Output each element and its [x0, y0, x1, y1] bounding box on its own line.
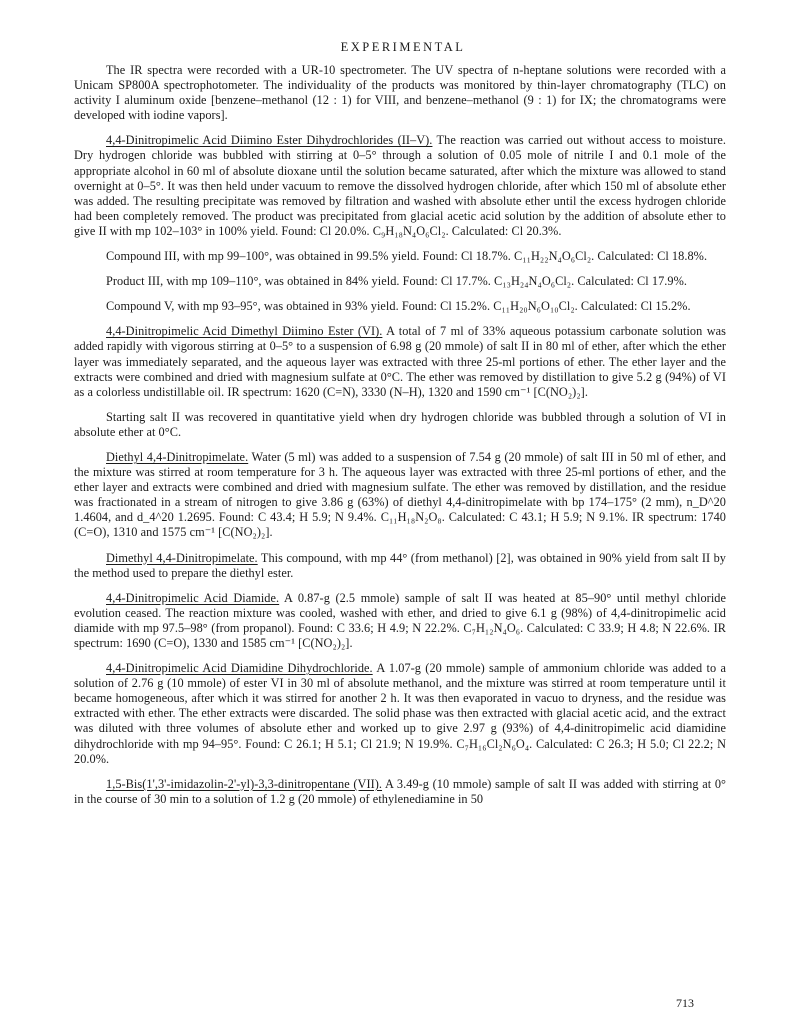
paragraph-title: 4,4-Dinitropimelic Acid Diimino Ester Dihydrochlorides (II–V).	[106, 133, 433, 148]
paragraph-dimethyl-dinitropimelate	[74, 551, 726, 581]
section-heading: EXPERIMENTAL	[340, 40, 466, 54]
paragraph-text: Compound V, with mp 93–95°, was obtained in 93% yield. Found: Cl 15.2%. C₁₁H₂₀N₆O₁₀Cl₂. Calculated: Cl 15.2%.	[106, 299, 691, 314]
paragraph-text: The reaction was carried out without access to moisture. Dry hydrogen chloride was bubbled with stirring at 0–5° through a solution of 0.05 mole of nitrile I and 0.1 mole of the appropriate alcohol in 60 ml of absolute dioxane until the solution became saturated, after which the mixture was allowed to stand overnight at 0–5°. It was then held under vacuum to remove the dissolved hydrogen chloride, after which 150 ml of absolute ether was added. The resulting precipitate was removed by filtration and washed with absolute ether until the excess hydrogen chloride had been completely removed. The product was precipitated from glacial acetic acid solution by the addition of absolute ether to give II with mp 102–103° in 100% yield. Found: Cl 20.0%. C₉H₁₈N₄O₆Cl₂. Calculated: Cl 20.3%.	[74, 133, 726, 238]
paragraph-text: A total of 7 ml of 33% aqueous potassium carbonate solution was added rapidly with vigorous stirring at 0–5° to a suspension of 6.98 g (20 mmole) of salt II in 80 ml of ether, after which the ether layer was immediately separated, and the aqueous layer was extracted with three 25-ml portions of ether. The ether layer and the extracts were combined and dried with magnesium sulfate at 0°C. The ether was removed by distillation to give 5.2 g (94%) of VI as a colorless undistillable oil. IR spectrum: 1620 (C=N), 3330 (N–H), 1320 and 1590 cm⁻¹ [C(NO₂)₂].	[74, 324, 726, 399]
paragraph-diamidine	[74, 661, 726, 767]
paragraph-text: A 0.87-g (2.5 mmole) sample of salt II was heated at 85–90° until methyl chloride evolution ceased. The reaction mixture was cooled, washed with ether, and dried to give 6.1 g (98%) of 4,4-dinitropimelic acid diamide with mp 97.5–98° (from propanol). Found: C 33.6; H 4.9; N 22.2%. C₇H₁₂N₄O₆. Calculated: C 33.9; H 4.8; N 22.6%. IR spectrum: 1690 (C=O), 1330 and 1585 cm⁻¹ [C(NO₂)₂].	[74, 590, 726, 650]
paragraph-salt-recovery	[74, 410, 726, 440]
paragraph-title: 4,4-Dinitropimelic Acid Diamide.	[106, 590, 280, 605]
paragraph-diamide	[74, 591, 726, 651]
paragraph-title: 1,5-Bis(1',3'-imidazolin-2'-yl)-3,3-dinitropentane (VII).	[106, 776, 383, 791]
paragraph-text: Starting salt II was recovered in quantitative yield when dry hydrogen chloride was bubbled through a solution of VI in absolute ether at 0°C.	[74, 409, 726, 439]
paragraph-text: This compound, with mp 44° (from methanol) [2], was obtained in 90% yield from salt II by the method used to prepare the diethyl ester.	[74, 550, 726, 580]
paragraph-title: Dimethyl 4,4-Dinitropimelate.	[106, 550, 258, 565]
paragraph-title: 4,4-Dinitropimelic Acid Dimethyl Diimino Ester (VI).	[106, 324, 383, 339]
paragraph-dimethyl-diimino-ester	[74, 324, 726, 399]
paragraph-text: Water (5 ml) was added to a suspension of 7.54 g (20 mmole) of salt III in 50 ml of ether, and the mixture was stirred at room temperature for 3 h. The aqueous layer was extracted with three 25-ml portions of ether, and the ether layer and extracts were combined and dried with magnesium sulfate. The ether was removed by distillation, and the residue was fractionated in a stream of nitrogen to give 3.86 g (63%) of diethyl 4,4-dinitropimelate with bp 174–175° (2 mm), n_D^20 1.4604, and d_4^20 1.2695. Found: C 43.4; H 5.9; N 9.4%. C₁₁H₁₈N₂O₈. Calculated: C 43.1; H 5.9; N 9.1%. IR spectrum: 1740 (C=O), 1310 and 1575 cm⁻¹ [C(NO₂)₂].	[74, 449, 726, 540]
paragraph-imidazolinyl	[74, 777, 726, 807]
paragraph-compound-v	[74, 299, 726, 314]
paragraph-text: Product III, with mp 109–110°, was obtained in 84% yield. Found: Cl 17.7%. C₁₃H₂₄N₄O₆Cl₂. Calculated: Cl 17.9%.	[106, 274, 688, 289]
paragraph-diimino-esters	[74, 133, 726, 239]
page-body	[74, 40, 726, 817]
paragraph-compound-iii	[74, 249, 726, 264]
paragraph-product-iii	[74, 274, 726, 289]
paragraph-title: 4,4-Dinitropimelic Acid Diamidine Dihydrochloride.	[106, 661, 373, 676]
intro-paragraph: The IR spectra were recorded with a UR-10 spectrometer. The UV spectra of n-heptane solutions were recorded with a Unicam SP800A spectrophotometer. The individuality of the products was monitored by thin-layer chromatography (TLC) on activity I aluminum oxide [benzene–methanol (12 : 1) for VIII, and benzene–methanol (9 : 1) for IX; the chromatograms were developed with iodine vapors].	[74, 63, 726, 123]
page-number: 713	[676, 996, 694, 1010]
paragraph-diethyl-dinitropimelate	[74, 450, 726, 541]
paragraph-text: Compound III, with mp 99–100°, was obtained in 99.5% yield. Found: Cl 18.7%. C₁₁H₂₂N₄O₆Cl₂. Calculated: Cl 18.8%.	[106, 249, 708, 264]
paragraph-title: Diethyl 4,4-Dinitropimelate.	[106, 449, 249, 464]
paragraph-text: A 3.49-g (10 mmole) sample of salt II was added with stirring at 0° in the course of 30 min to a solution of 1.2 g (20 mmole) of ethylenediamine in 50	[74, 776, 726, 806]
paragraph-text: A 1.07-g (20 mmole) sample of ammonium chloride was added to a solution of 2.76 g (10 mmole) of ester VI in 30 ml of absolute methanol, and the mixture was stirred at room temperature until it became homogeneous, after which it was stirred for another 2 h. It was then evaporated in vacuo to dryness, and the residue was extracted with ether. The ether extracts were discarded. The solid phase was then extracted with glacial acetic acid, and the extract was diluted with three volumes of absolute ether and worked up to give 2.97 g (93%) of 4,4-dinitropimelic acid diamidine dihydrochloride with mp 94–95°. Found: C 26.1; H 5.1; Cl 21.9; N 19.9%. C₇H₁₆Cl₂N₆O₄. Calculated: C 26.3; H 5.0; Cl 22.2; N 20.0%.	[74, 661, 726, 766]
